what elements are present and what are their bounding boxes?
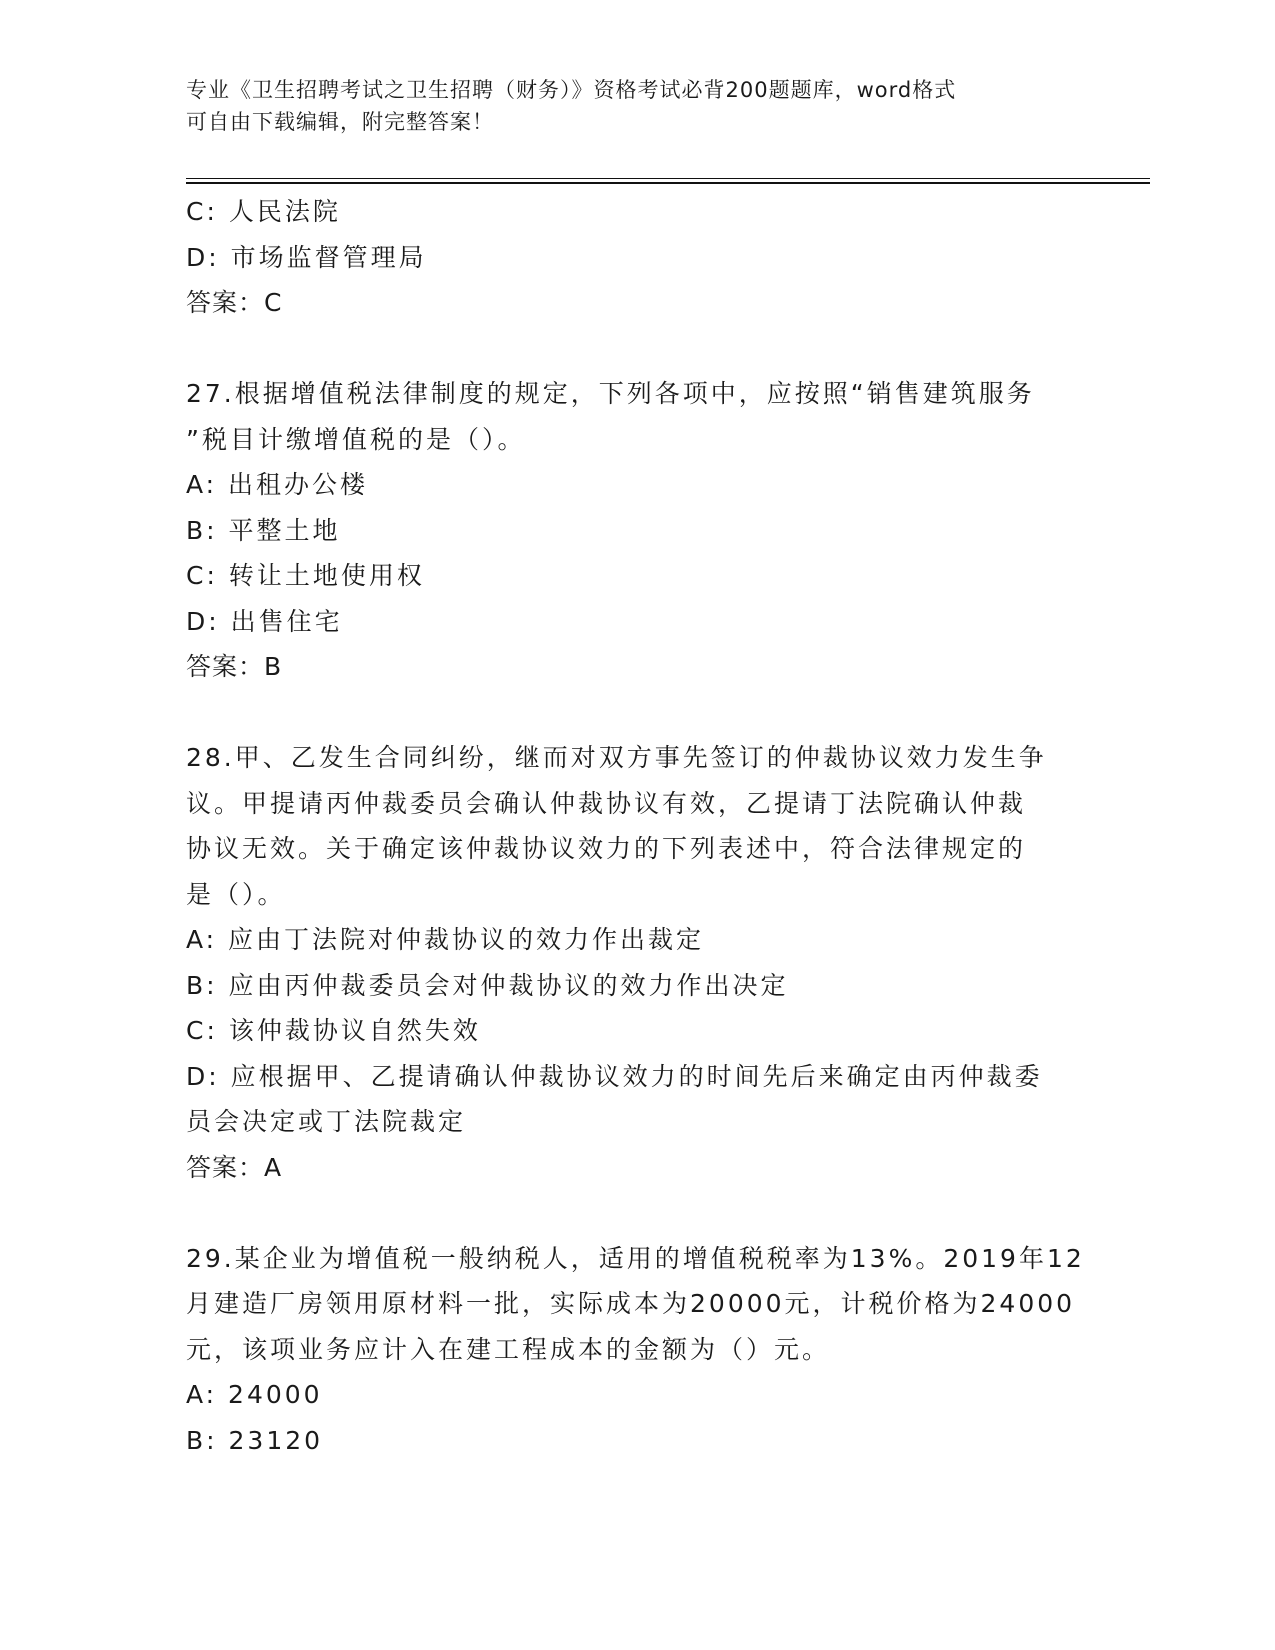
option-a: A: 24000 [186,1380,323,1409]
option-b: B: 应由丙仲裁委员会对仲裁协议的效力作出决定 [186,970,789,1000]
question-text-line: 29.某企业为增值税一般纳税人，适用的增值税税率为13%。2019年12 [186,1243,1085,1273]
option-b: B: 23120 [186,1425,324,1455]
option-c: C: 该仲裁协议自然失效 [186,1016,481,1045]
header-divider-thick [186,182,1150,184]
question-list [186,189,1086,1463]
option-d: D: 应根据甲、乙提请确认仲裁协议效力的时间先后来确定由丙仲裁委 [186,1061,1043,1091]
option-c: C: 转让土地使用权 [186,561,425,590]
option-c: C: 人民法院 [186,197,341,226]
question-text-line: 协议无效。关于确定该仲裁协议效力的下列表述中，符合法律规定的 [186,834,1027,863]
header-title-line-1: 专业《卫生招聘考试之卫生招聘（财务）》资格考试必背200题题库，word格式 [186,78,957,102]
spacer [186,1190,1086,1236]
question-26-fragment [186,189,1086,326]
question-text-line: 元，该项业务应计入在建工程成本的金额为（）元。 [186,1334,831,1364]
header-divider-thin [186,178,1150,179]
question-text-line: 月建造厂房领用原材料一批，实际成本为20000元，计税价格为24000 [186,1289,1076,1318]
spacer [186,326,1086,372]
question-27 [186,371,1086,690]
question-text-line: 是（）。 [186,879,286,909]
answer-label: 答案：C [186,288,283,317]
option-a: A: 出租办公楼 [186,470,369,499]
question-text-line: 27.根据增值税法律制度的规定，下列各项中，应按照“销售建筑服务 [186,379,1035,408]
question-text-line: ”税目计缴增值税的是（）。 [186,424,526,454]
option-d-continuation: 员会决定或丁法院裁定 [186,1107,467,1136]
option-a: A: 应由丁法院对仲裁协议的效力作出裁定 [186,925,705,954]
option-d: D: 市场监督管理局 [186,242,427,272]
document-header [186,74,1086,138]
question-text-line: 28.甲、乙发生合同纠纷，继而对双方事先签订的仲裁协议效力发生争 [186,743,1047,772]
question-28 [186,735,1086,1190]
option-d: D: 出售住宅 [186,606,343,636]
answer-label: 答案：A [186,1152,283,1182]
question-text-line: 议。甲提请丙仲裁委员会确认仲裁协议有效，乙提请丁法院确认仲裁 [186,788,1027,818]
answer-label: 答案：B [186,652,283,681]
question-29 [186,1236,1086,1464]
header-title-line-2: 可自由下载编辑，附完整答案！ [186,110,494,134]
spacer [186,690,1086,736]
option-b: B: 平整土地 [186,515,341,545]
